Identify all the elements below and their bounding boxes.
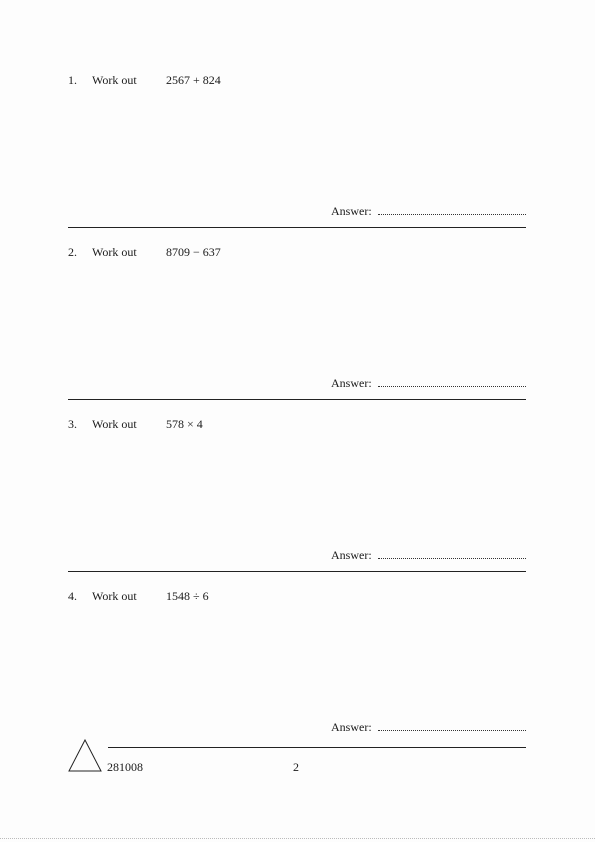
answer-field[interactable] (378, 720, 526, 731)
question-instruction: Work out (92, 73, 137, 87)
page-number: 2 (293, 760, 299, 774)
question-1 (0, 73, 595, 245)
question-instruction: Work out (92, 417, 137, 431)
answer-label: Answer: (331, 548, 372, 562)
question-expression: 1548 ÷ 6 (166, 589, 209, 603)
answer-field[interactable] (378, 376, 526, 387)
answer-row (331, 548, 526, 562)
section-divider (68, 571, 526, 572)
section-divider (68, 399, 526, 400)
question-number: 3. (68, 417, 77, 431)
answer-field[interactable] (378, 548, 526, 559)
triangle-icon (68, 738, 102, 772)
answer-row (331, 204, 526, 218)
answer-label: Answer: (331, 204, 372, 218)
question-instruction: Work out (92, 245, 137, 259)
question-4 (0, 589, 595, 761)
question-number: 1. (68, 73, 77, 87)
answer-field[interactable] (378, 204, 526, 215)
question-expression: 2567 + 824 (166, 73, 221, 87)
answer-row (331, 720, 526, 734)
paper-code: 281008 (107, 760, 143, 774)
question-expression: 8709 − 637 (166, 245, 221, 259)
question-number: 2. (68, 245, 77, 259)
section-divider (68, 227, 526, 228)
question-2 (0, 245, 595, 417)
scan-edge (0, 838, 595, 840)
page-footer (0, 738, 595, 778)
answer-label: Answer: (331, 376, 372, 390)
question-instruction: Work out (92, 589, 137, 603)
footer-rule (108, 747, 526, 748)
question-number: 4. (68, 589, 77, 603)
answer-row (331, 376, 526, 390)
question-expression: 578 × 4 (166, 417, 203, 431)
answer-label: Answer: (331, 720, 372, 734)
question-3 (0, 417, 595, 589)
